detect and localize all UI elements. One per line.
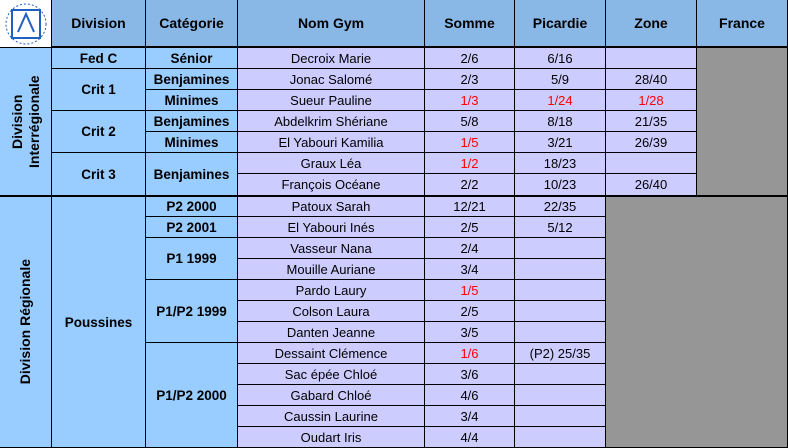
athlete-name: Patoux Sarah xyxy=(238,195,425,217)
header-division: Division xyxy=(52,0,146,48)
score-somme: 3/4 xyxy=(425,259,515,280)
athlete-name: Pardo Laury xyxy=(238,280,425,301)
score-picardie xyxy=(515,385,606,406)
score-picardie: 5/12 xyxy=(515,217,606,238)
category-cell: Benjamines xyxy=(146,111,238,132)
score-somme: 4/6 xyxy=(425,385,515,406)
score-picardie xyxy=(515,259,606,280)
score-picardie: 1/24 xyxy=(515,90,606,111)
subdivision-crit-2: Crit 2 xyxy=(52,111,146,153)
division-interregionale xyxy=(0,48,52,196)
athlete-name: Colson Laura xyxy=(238,301,425,322)
header-nom-gym: Nom Gym xyxy=(238,0,425,48)
athlete-name: Oudart Iris xyxy=(238,427,425,448)
score-picardie xyxy=(515,301,606,322)
score-picardie: 3/21 xyxy=(515,132,606,153)
score-zone: 26/40 xyxy=(606,174,697,196)
athlete-name: Jonac Salomé xyxy=(238,69,425,90)
category-cell: Sénior xyxy=(146,48,238,69)
athlete-name: Sac épée Chloé xyxy=(238,364,425,385)
score-picardie xyxy=(515,364,606,385)
athlete-name: Mouille Auriane xyxy=(238,259,425,280)
france-empty-block xyxy=(697,48,788,196)
subdivision-crit-1: Crit 1 xyxy=(52,69,146,111)
header-somme: Somme xyxy=(425,0,515,48)
zone-france-empty-block xyxy=(606,195,788,448)
score-somme: 1/2 xyxy=(425,153,515,174)
score-zone: 28/40 xyxy=(606,69,697,90)
subdivision-fed-c: Fed C xyxy=(52,48,146,69)
category-cell: Minimes xyxy=(146,90,238,111)
header-picardie: Picardie xyxy=(515,0,606,48)
score-picardie: 6/16 xyxy=(515,48,606,69)
category-cell: Benjamines xyxy=(146,153,238,196)
score-picardie: 18/23 xyxy=(515,153,606,174)
score-somme: 3/6 xyxy=(425,364,515,385)
score-picardie xyxy=(515,238,606,259)
score-zone xyxy=(606,48,697,69)
score-zone xyxy=(606,153,697,174)
category-cell: P1/P2 1999 xyxy=(146,280,238,343)
athlete-name: Abdelkrim Shériane xyxy=(238,111,425,132)
score-picardie xyxy=(515,322,606,343)
score-picardie: (P2) 25/35 xyxy=(515,343,606,364)
score-picardie: 10/23 xyxy=(515,174,606,196)
header-zone: Zone xyxy=(606,0,697,48)
category-cell: P1/P2 2000 xyxy=(146,343,238,448)
subdivision-crit-3: Crit 3 xyxy=(52,153,146,196)
score-somme: 2/5 xyxy=(425,217,515,238)
athlete-name: Decroix Marie xyxy=(238,48,425,69)
score-somme: 1/3 xyxy=(425,90,515,111)
score-somme: 2/3 xyxy=(425,69,515,90)
club-logo xyxy=(0,0,52,48)
category-cell: Benjamines xyxy=(146,69,238,90)
athlete-name: François Océane xyxy=(238,174,425,196)
score-picardie: 5/9 xyxy=(515,69,606,90)
athlete-name: Caussin Laurine xyxy=(238,406,425,427)
score-somme: 1/5 xyxy=(425,280,515,301)
score-zone: 1/28 xyxy=(606,90,697,111)
athlete-name: El Yabouri Kamilia xyxy=(238,132,425,153)
score-somme: 5/8 xyxy=(425,111,515,132)
division-label: Division Régionale xyxy=(17,259,33,385)
logo-icon xyxy=(4,2,48,46)
header-france: France xyxy=(697,0,788,48)
category-cell: P2 2000 xyxy=(146,195,238,217)
subdivision-poussines: Poussines xyxy=(52,195,146,448)
athlete-name: El Yabouri Inés xyxy=(238,217,425,238)
score-zone: 21/35 xyxy=(606,111,697,132)
score-picardie xyxy=(515,427,606,448)
category-cell: P2 2001 xyxy=(146,217,238,238)
score-picardie xyxy=(515,406,606,427)
division-label: Division Interrégionale xyxy=(8,75,42,168)
score-somme: 12/21 xyxy=(425,195,515,217)
score-somme: 3/5 xyxy=(425,322,515,343)
score-picardie xyxy=(515,280,606,301)
score-zone: 26/39 xyxy=(606,132,697,153)
score-somme: 2/6 xyxy=(425,48,515,69)
score-somme: 3/4 xyxy=(425,406,515,427)
athlete-name: Danten Jeanne xyxy=(238,322,425,343)
athlete-name: Sueur Pauline xyxy=(238,90,425,111)
athlete-name: Gabard Chloé xyxy=(238,385,425,406)
athlete-name: Vasseur Nana xyxy=(238,238,425,259)
athlete-name: Graux Léa xyxy=(238,153,425,174)
score-picardie: 22/35 xyxy=(515,195,606,217)
category-cell: Minimes xyxy=(146,132,238,153)
score-somme: 1/6 xyxy=(425,343,515,364)
header-categorie: Catégorie xyxy=(146,0,238,48)
category-cell: P1 1999 xyxy=(146,238,238,280)
score-somme: 2/4 xyxy=(425,238,515,259)
score-somme: 2/2 xyxy=(425,174,515,196)
division-regionale xyxy=(0,195,52,448)
score-somme: 1/5 xyxy=(425,132,515,153)
athlete-name: Dessaint Clémence xyxy=(238,343,425,364)
score-picardie: 8/18 xyxy=(515,111,606,132)
score-somme: 4/4 xyxy=(425,427,515,448)
score-somme: 2/5 xyxy=(425,301,515,322)
